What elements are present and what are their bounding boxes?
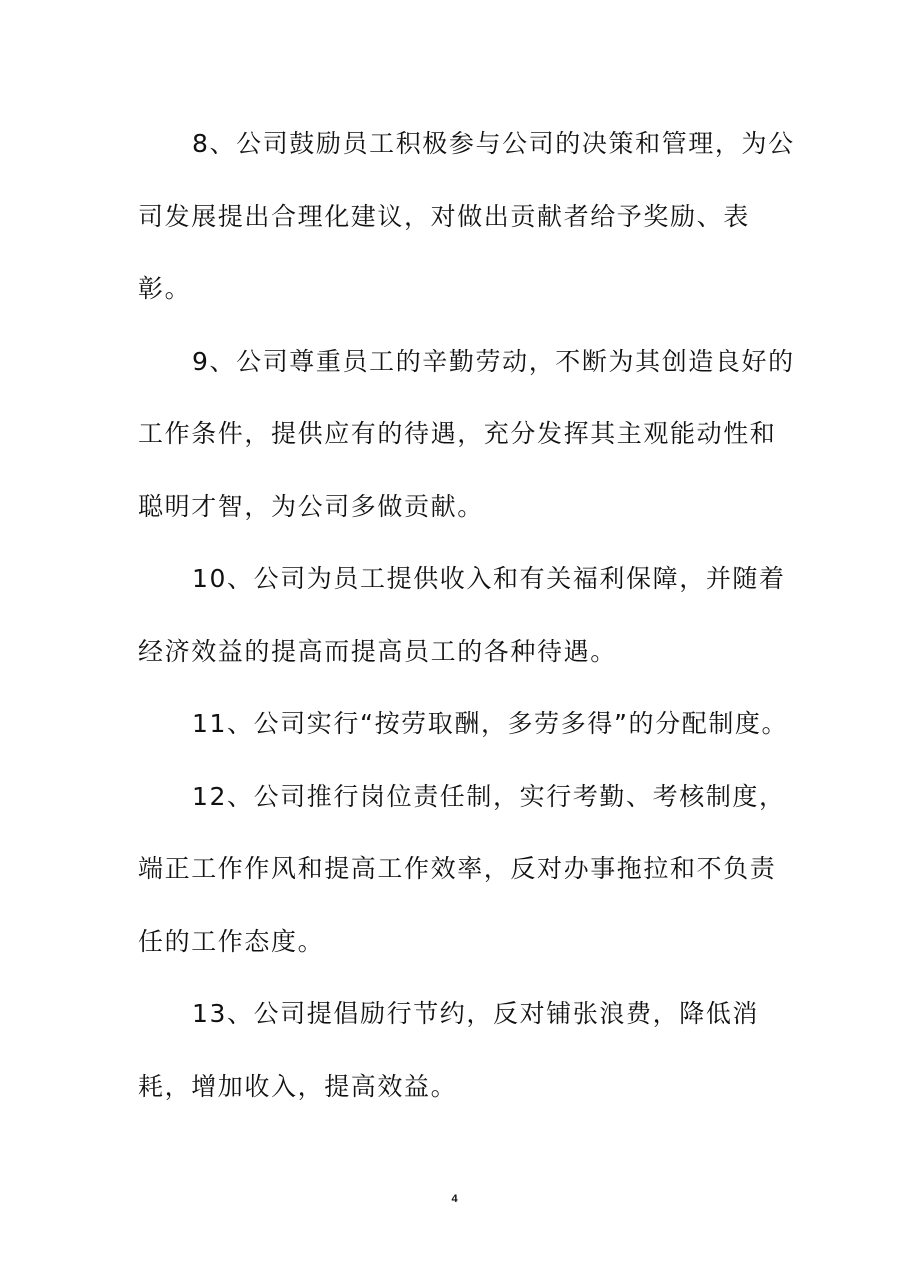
paragraph-item-12: 12、公司推行岗位责任制，实行考勤、考核制度，端正工作作风和提高工作效率，反对办事拖拉和不负责任的工作态度。 (138, 781, 786, 956)
document-body (138, 108, 798, 1123)
paragraph-item-11: 11、公司实行“按劳取酬，多劳多得”的分配制度。 (192, 709, 789, 738)
page-number: 4 (451, 1193, 458, 1205)
paragraph-item-13: 13、公司提倡励行节约，反对铺张浪费，降低消耗，增加收入，提高效益。 (138, 999, 760, 1101)
paragraph-item-10: 10、公司为员工提供收入和有关福利保障，并随着经济效益的提高而提高员工的各种待遇。 (138, 564, 786, 666)
paragraph-item-9: 9、公司尊重员工的辛勤劳动，不断为其创造良好的工作条件，提供应有的待遇，充分发挥其主观能动性和聪明才智，为公司多做贡献。 (138, 346, 795, 521)
paragraph-item-8: 8、公司鼓励员工积极参与公司的决策和管理，为公司发展提出合理化建议，对做出贡献者给予奖励、表彰。 (138, 129, 795, 303)
